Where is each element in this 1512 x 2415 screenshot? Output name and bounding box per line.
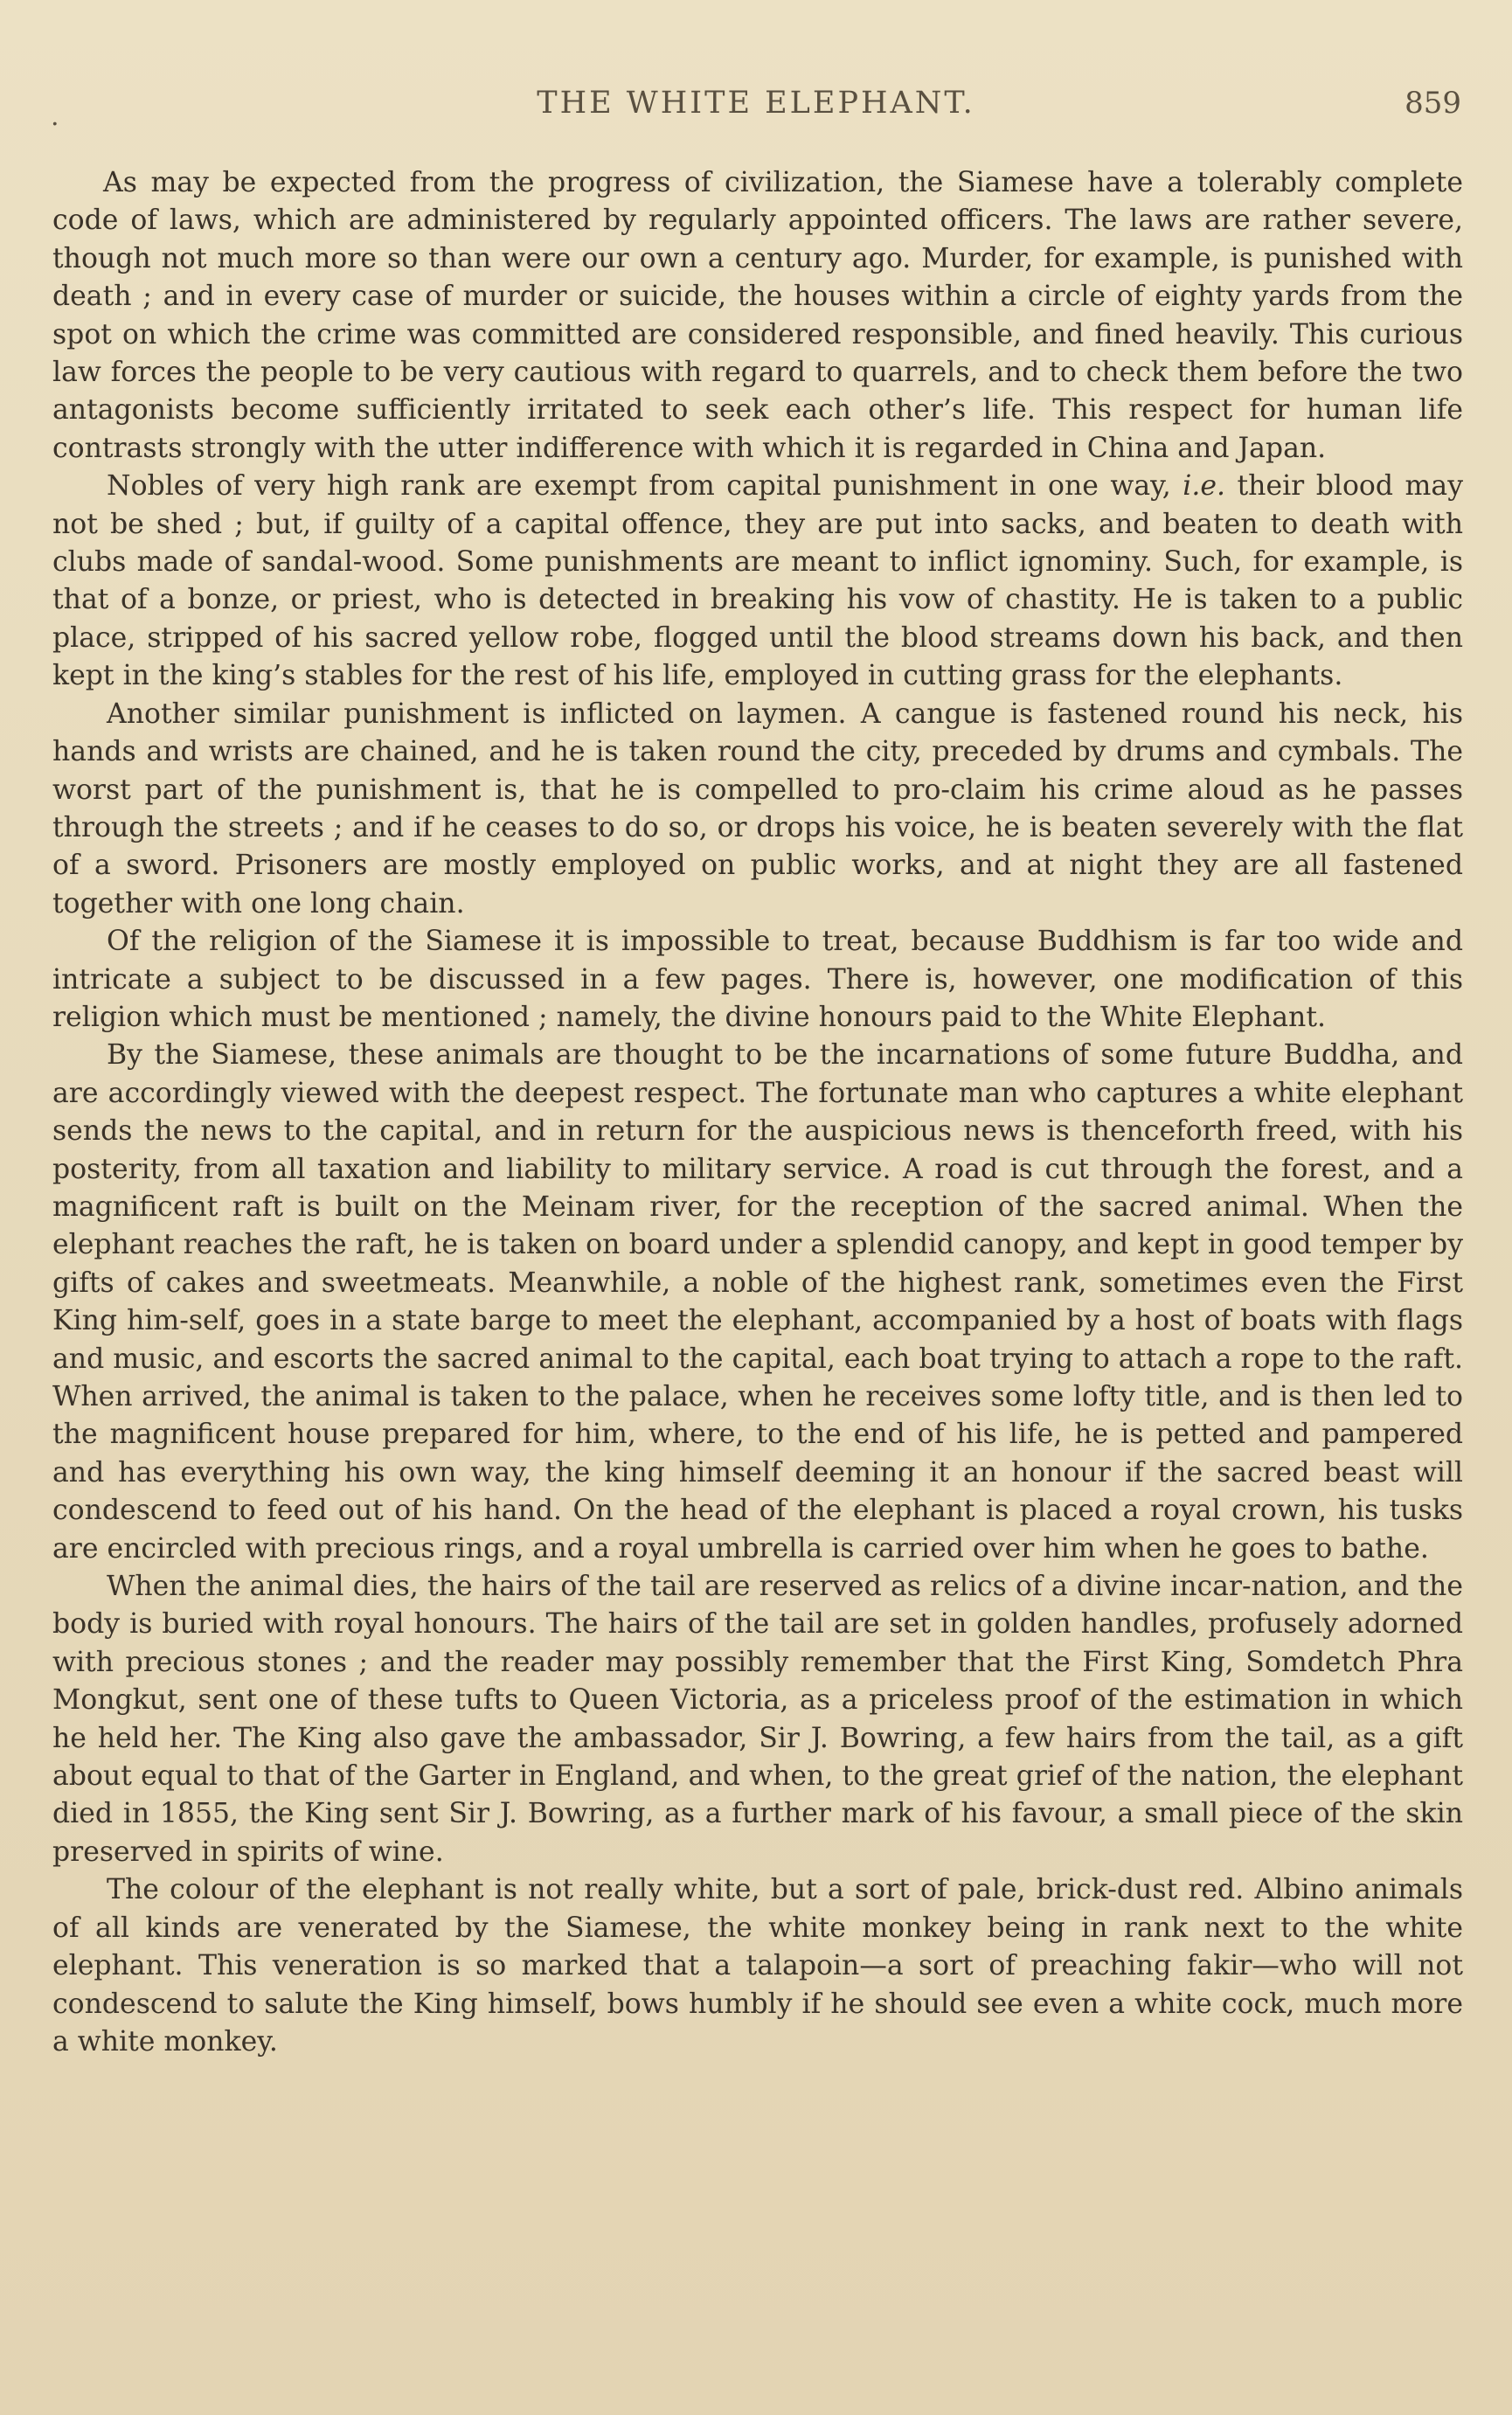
running-head bbox=[51, 86, 1461, 138]
paragraph-relics: When the animal dies, the hairs of the tail are reserved as relics of a divine incar-nation, and the body is buried with royal honours. The hairs of the tail are set in golden handles, profusely adorned with precious stones ; and the reader may possibly remember that the First King, Somdetch Phra Mongkut, sent one of these tufts to Queen Victoria, as a priceless proof of the estimation in which he held her. The King also gave the ambassador, Sir J. Bowring, a few hairs from the tail, as a gift about equal to that of the Garter in England, and when, to the great grief of the nation, the elephant died in 1855, the King sent Sir J. Bowring, as a further mark of his favour, a small piece of the skin preserved in spirits of wine. bbox=[52, 1571, 1463, 1868]
header-dot: . bbox=[51, 101, 59, 132]
paragraph-laws: As may be expected from the progress of civilization, the Siamese have a tolerably complete code of laws, which are administered by regularly appointed officers. The laws are rather severe, though not much more so than were our own a century ago. Murder, for example, is punished with death ; and in every case of murder or suicide, the houses within a circle of eighty yards from the spot on which the crime was committed are considered responsible, and fined heavily. This curious law forces the people to be very cautious with regard to quarrels, and to check them before the two antagonists become sufficiently irritated to seek each other’s life. This respect for human life contrasts strongly with the utter indifference with which it is regarded in China and Japan. bbox=[52, 167, 1463, 464]
paragraph-white-elephant: By the Siamese, these animals are thought to be the incarnations of some future Buddha, and are accordingly viewed with the deepest respect. The fortunate man who captures a white elephant sends the news to the capital, and in return for the auspicious news is thenceforth freed, with his posterity, from all taxation and liability to military service. A road is cut through the forest, and a magnificent raft is built on the Meinam river, for the reception of the sacred animal. When the elephant reaches the raft, he is taken on board under a splendid canopy, and kept in good temper by gifts of cakes and sweetmeats. Meanwhile, a noble of the highest rank, sometimes even the First King him-self, goes in a state barge to meet the elephant, accompanied by a host of boats with flags and music, and escorts the sacred animal to the capital, each boat trying to attach a rope to the raft. When arrived, the animal is taken to the palace, when he receives some lofty title, and is then led to the magnificent house prepared for him, where, to the end of his life, he is petted and pampered and has everything his own way, the king himself deeming it an honour if the sacred beast will condescend to feed out of his hand. On the head of the elephant is placed a royal crown, his tusks are encircled with precious rings, and a royal umbrella is carried over him when he goes to bathe. bbox=[52, 1039, 1463, 1565]
page-title: THE WHITE ELEPHANT. bbox=[537, 86, 975, 121]
body-text bbox=[52, 164, 1463, 2061]
paragraph-laymen-punishment: Another similar punishment is inflicted on laymen. A cangue is fastened round his neck, his hands and wrists are chained, and he is taken round the city, preceded by drums and cymbals. The worst part of the punishment is, that he is compelled to pro-claim his crime aloud as he passes through the streets ; and if he ceases to do so, or drops his voice, he is beaten severely with the flat of a sword. Prisoners are mostly employed on public works, and at night they are all fastened together with one long chain. bbox=[52, 697, 1463, 920]
paragraph-religion: Of the religion of the Siamese it is impossible to treat, because Buddhism is far too wide and intricate a subject to be discussed in a few pages. There is, however, one modification of this religion which must be mentioned ; namely, the divine honours paid to the White Elephant. bbox=[52, 926, 1463, 1033]
paragraph-nobles: Nobles of very high rank are exempt from capital punishment in one way, i.e. their blood may not be shed ; but, if guilty of a capital offence, they are put into sacks, and beaten to death with clubs made of sandal-wood. Some punishments are meant to inflict ignominy. Such, for example, is that of a bonze, or priest, who is detected in breaking his vow of chastity. He is taken to a public place, stripped of his sacred yellow robe, flogged until the blood streams down his back, and then kept in the king’s stables for the rest of his life, employed in cutting grass for the elephants. bbox=[52, 470, 1463, 692]
paragraph-colour: The colour of the elephant is not really white, but a sort of pale, brick-dust red. Albino animals of all kinds are venerated by the Siamese, the white monkey being in rank next to the white elephant. This veneration is so marked that a talapoin—a sort of preaching fakir—who will not condescend to salute the King himself, bows humbly if he should see even a white cock, much more a white monkey. bbox=[52, 1874, 1463, 2058]
page-number: 859 bbox=[1404, 86, 1461, 121]
